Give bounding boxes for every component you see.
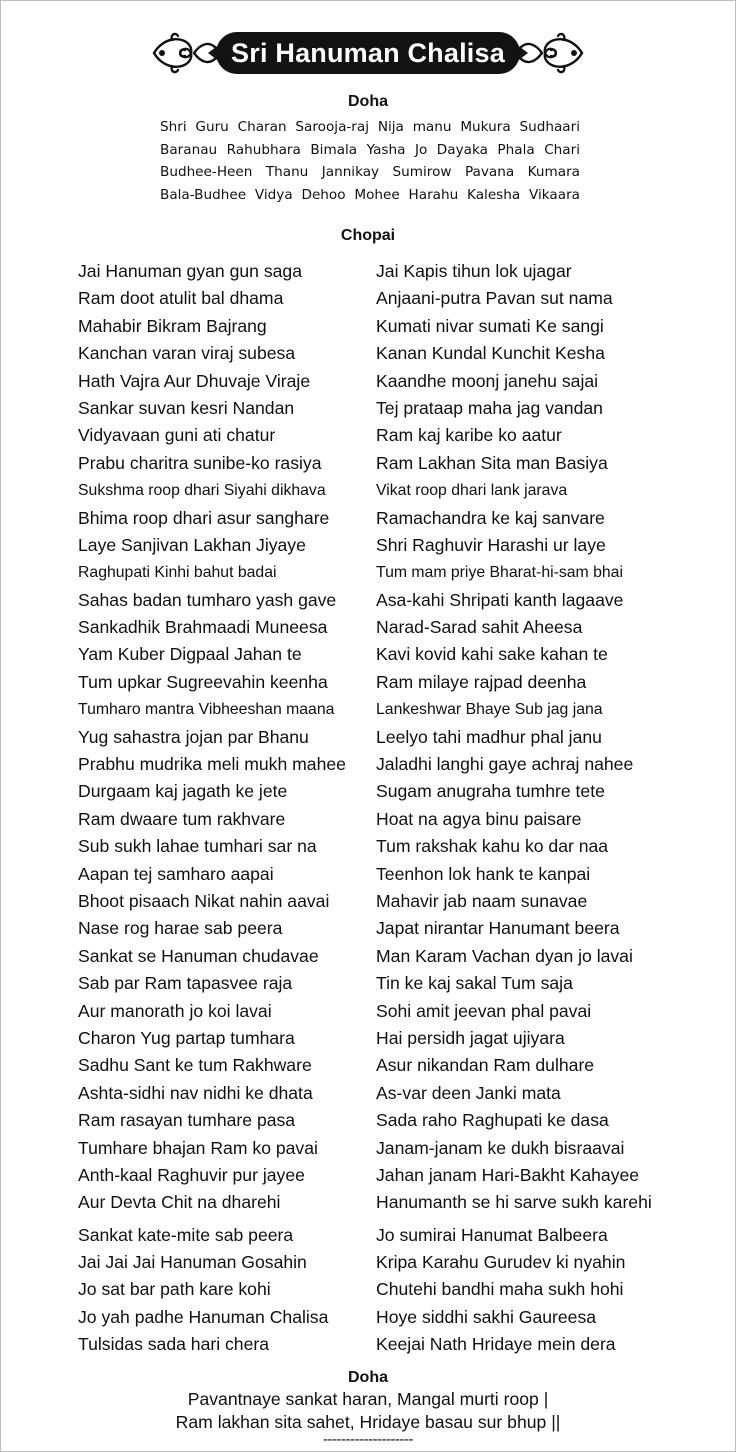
chopai-line-right: Jai Kapis tihun lok ujagar (376, 261, 572, 281)
chopai-row (78, 888, 698, 915)
chopai-row (78, 285, 698, 312)
chopai-line-right: Ram milaye rajpad deenha (376, 671, 587, 692)
chopai-row (78, 614, 698, 641)
chopai-line-left: Ram doot atulit bal dhama (78, 288, 284, 309)
chopai-line-right: Japat nirantar Hanumant beera (376, 918, 620, 939)
chopai-line-right: Sugam anugraha tumhre tete (376, 781, 605, 802)
chopai-line-right: Kanan Kundal Kunchit Kesha (376, 343, 605, 364)
chopai-verses (78, 258, 698, 1359)
chopai-line-right: Tin ke kaj sakal Tum saja (376, 973, 573, 994)
chopai-row (78, 422, 698, 449)
chopai-line-left: Nase rog harae sab peera (78, 918, 283, 939)
chopai-row (78, 970, 698, 997)
chopai-line-right: Kaandhe moonj janehu sajai (376, 370, 599, 391)
doha-line: Budhee-Heen Thanu Jannikay Sumirow Pavana Kumara (160, 164, 580, 180)
chopai-row (78, 915, 698, 942)
chopai-line-left: Ram rasayan tumhare pasa (78, 1110, 296, 1131)
chopai-line-right: Kavi kovid kahi sake kahan te (376, 644, 608, 665)
scroll-ornament-right-icon (506, 28, 586, 78)
page-title: Sri Hanuman Chalisa (216, 32, 520, 74)
chopai-row (78, 998, 698, 1025)
chopai-row (78, 696, 698, 723)
chopai-line-left: Laye Sanjivan Lakhan Jiyaye (78, 534, 306, 555)
chopai-line-right: Tum rakshak kahu ko dar naa (376, 836, 609, 857)
chopai-row (78, 395, 698, 422)
chopai-line-right: Asa-kahi Shripati kanth lagaave (376, 589, 624, 610)
chopai-row (78, 1162, 698, 1189)
chopai-line-right: Tej prataap maha jag vandan (376, 397, 603, 418)
chopai-line-left: Bhoot pisaach Nikat nahin aavai (78, 890, 330, 911)
chopai-line-left: Sab par Ram tapasvee raja (78, 973, 293, 994)
chopai-line-left: Vidyavaan guni ati chatur (78, 425, 276, 446)
chopai-line-right: Lankeshwar Bhaye Sub jag jana (376, 701, 603, 719)
chopai-row (78, 943, 698, 970)
chopai-line-left: Anth-kaal Raghuvir pur jayee (78, 1164, 305, 1185)
chopai-row (78, 806, 698, 833)
chopai-line-right: Jaladhi langhi gaye achraj nahee (376, 754, 634, 775)
chopai-row (78, 1222, 698, 1249)
chopai-line-right: Sohi amit jeevan phal pavai (376, 1000, 592, 1021)
chopai-line-left: Hath Vajra Aur Dhuvaje Viraje (78, 370, 311, 391)
chopai-line-right: Kripa Karahu Gurudev ki nyahin (376, 1252, 626, 1273)
closing-doha-heading: Doha (348, 1369, 388, 1386)
chopai-line-right: Narad-Sarad sahit Aheesa (376, 617, 583, 638)
chopai-line-left: Sadhu Sant ke tum Rakhware (78, 1055, 312, 1076)
closing-doha (0, 1369, 736, 1434)
chopai-row (78, 505, 698, 532)
chopai-line-right: As-var deen Janki mata (376, 1082, 561, 1103)
doha-heading: Doha (348, 93, 388, 110)
chopai-row (78, 751, 698, 778)
chopai-row (78, 258, 698, 285)
chopai-line-right: Hai persidh jagat ujiyara (376, 1027, 565, 1048)
chopai-row (78, 450, 698, 477)
chopai-line-right: Jo sumirai Hanumat Balbeera (376, 1224, 608, 1245)
chopai-row (78, 724, 698, 751)
chopai-line-left: Raghupati Kinhi bahut badai (78, 564, 277, 582)
doha-line: Bala-Budhee Vidya Dehoo Mohee Harahu Kalesha Vikaara (160, 186, 580, 203)
chopai-line-right: Jahan janam Hari-Bakht Kahayee (376, 1164, 640, 1185)
chopai-line-right: Ramachandra ke kaj sanvare (376, 507, 605, 528)
chopai-heading: Chopai (340, 227, 396, 244)
chopai-line-left: Sankat kate-mite sab peera (78, 1224, 294, 1245)
chopai-line-left: Aur Devta Chit na dharehi (78, 1192, 281, 1213)
chopai-row (78, 313, 698, 340)
chopai-row (78, 587, 698, 614)
chopai-line-left: Sankat se Hanuman chudavae (78, 945, 319, 966)
chopai-line-left: Aur manorath jo koi lavai (78, 1000, 272, 1021)
chopai-line-left: Kanchan varan viraj subesa (78, 343, 296, 364)
chopai-row (78, 778, 698, 805)
chopai-line-left: Ashta-sidhi nav nidhi ke dhata (78, 1082, 313, 1103)
chopai-line-right: Sada raho Raghupati ke dasa (376, 1110, 609, 1131)
chopai-line-right: Teenhon lok hank te kanpai (376, 863, 591, 884)
chopai-line-right: Ram Lakhan Sita man Basiya (376, 452, 608, 473)
chopai-line-left: Bhima roop dhari asur sanghare (78, 507, 330, 528)
chopai-line-right: Man Karam Vachan dyan jo lavai (376, 945, 633, 966)
doha-line: Shri Guru Charan Sarooja-raj Nija manu Mukura Sudhaari (160, 119, 580, 135)
chopai-line-left: Tulsidas sada hari chera (78, 1334, 270, 1355)
doha-verse (160, 116, 580, 206)
chopai-line-right: Hoye siddhi sakhi Gaureesa (376, 1306, 597, 1327)
chopai-line-left: Ram dwaare tum rakhvare (78, 808, 286, 829)
chopai-line-right: Kumati nivar sumati Ke sangi (376, 315, 604, 336)
chopai-line-left: Sahas badan tumharo yash gave (78, 589, 337, 610)
chopai-line-left: Jo sat bar path kare kohi (78, 1279, 271, 1300)
chopai-line-left: Sankar suvan kesri Nandan (78, 397, 295, 418)
chopai-row (78, 1304, 698, 1331)
closing-doha-line: Ram lakhan sita sahet, Hridaye basau sur bhup || (175, 1412, 561, 1432)
chopai-row (78, 861, 698, 888)
chopai-row (78, 368, 698, 395)
chopai-line-right: Hanumanth se hi sarve sukh karehi (376, 1192, 652, 1213)
title-banner (150, 28, 586, 78)
chopai-line-right: Vikat roop dhari lank jarava (376, 482, 568, 500)
chopai-line-right: Mahavir jab naam sunavae (376, 890, 588, 911)
chopai-line-right: Asur nikandan Ram dulhare (376, 1055, 595, 1076)
chopai-line-left: Jai Hanuman gyan gun saga (78, 261, 302, 281)
chopai-row (78, 532, 698, 559)
chopai-row (78, 1052, 698, 1079)
chopai-row (78, 833, 698, 860)
chopai-line-right: Keejai Nath Hridaye mein dera (376, 1334, 616, 1355)
chopai-row (78, 559, 698, 586)
chopai-row (78, 1135, 698, 1162)
chopai-line-left: Mahabir Bikram Bajrang (78, 315, 267, 336)
chopai-row (78, 1107, 698, 1134)
chopai-line-left: Tumhare bhajan Ram ko pavai (78, 1137, 318, 1158)
chopai-line-left: Jo yah padhe Hanuman Chalisa (78, 1306, 329, 1327)
chopai-line-right: Hoat na agya binu paisare (376, 808, 582, 829)
chopai-line-left: Yam Kuber Digpaal Jahan te (78, 644, 302, 665)
chopai-row (78, 1080, 698, 1107)
chopai-row (78, 1249, 698, 1276)
chopai-line-right: Leelyo tahi madhur phal janu (376, 726, 602, 747)
chopai-row (78, 1189, 698, 1216)
chopai-line-left: Charon Yug partap tumhara (78, 1027, 295, 1048)
chopai-line-left: Jai Jai Jai Hanuman Gosahin (78, 1252, 307, 1273)
doha-line: Baranau Rahubhara Bimala Yasha Jo Dayaka Phala Chari (160, 141, 580, 158)
chopai-line-left: Prabhu mudrika meli mukh mahee (78, 754, 346, 775)
chopai-row (78, 340, 698, 367)
chopai-line-left: Sub sukh lahae tumhari sar na (78, 836, 317, 857)
chopai-line-left: Sankadhik Brahmaadi Muneesa (78, 617, 328, 638)
chopai-line-left: Durgaam kaj jagath ke jete (78, 781, 288, 802)
chopai-line-left: Tumharo mantra Vibheeshan maana (78, 701, 335, 719)
chopai-row (78, 669, 698, 696)
chopai-row (78, 1025, 698, 1052)
chopai-row (78, 1276, 698, 1303)
divider: -------------------- (323, 1431, 413, 1448)
chopai-line-right: Anjaani-putra Pavan sut nama (376, 288, 613, 309)
chopai-row (78, 477, 698, 504)
chopai-line-left: Tum upkar Sugreevahin keenha (78, 671, 328, 692)
chopai-line-right: Ram kaj karibe ko aatur (376, 425, 562, 446)
chopai-line-right: Janam-janam ke dukh bisraavai (376, 1137, 625, 1158)
chopai-line-right: Chutehi bandhi maha sukh hohi (376, 1279, 624, 1300)
chopai-line-right: Tum mam priye Bharat-hi-sam bhai (376, 564, 623, 582)
chopai-line-left: Prabu charitra sunibe-ko rasiya (78, 452, 322, 473)
chopai-row (78, 1331, 698, 1358)
closing-doha-line: Pavantnaye sankat haran, Mangal murti roop | (187, 1389, 549, 1409)
chopai-line-right: Shri Raghuvir Harashi ur laye (376, 534, 606, 555)
chopai-row (78, 641, 698, 668)
chopai-line-left: Sukshma roop dhari Siyahi dikhava (78, 482, 326, 500)
chopai-line-left: Aapan tej samharo aapai (78, 863, 274, 884)
chopai-line-left: Yug sahastra jojan par Bhanu (78, 726, 309, 747)
